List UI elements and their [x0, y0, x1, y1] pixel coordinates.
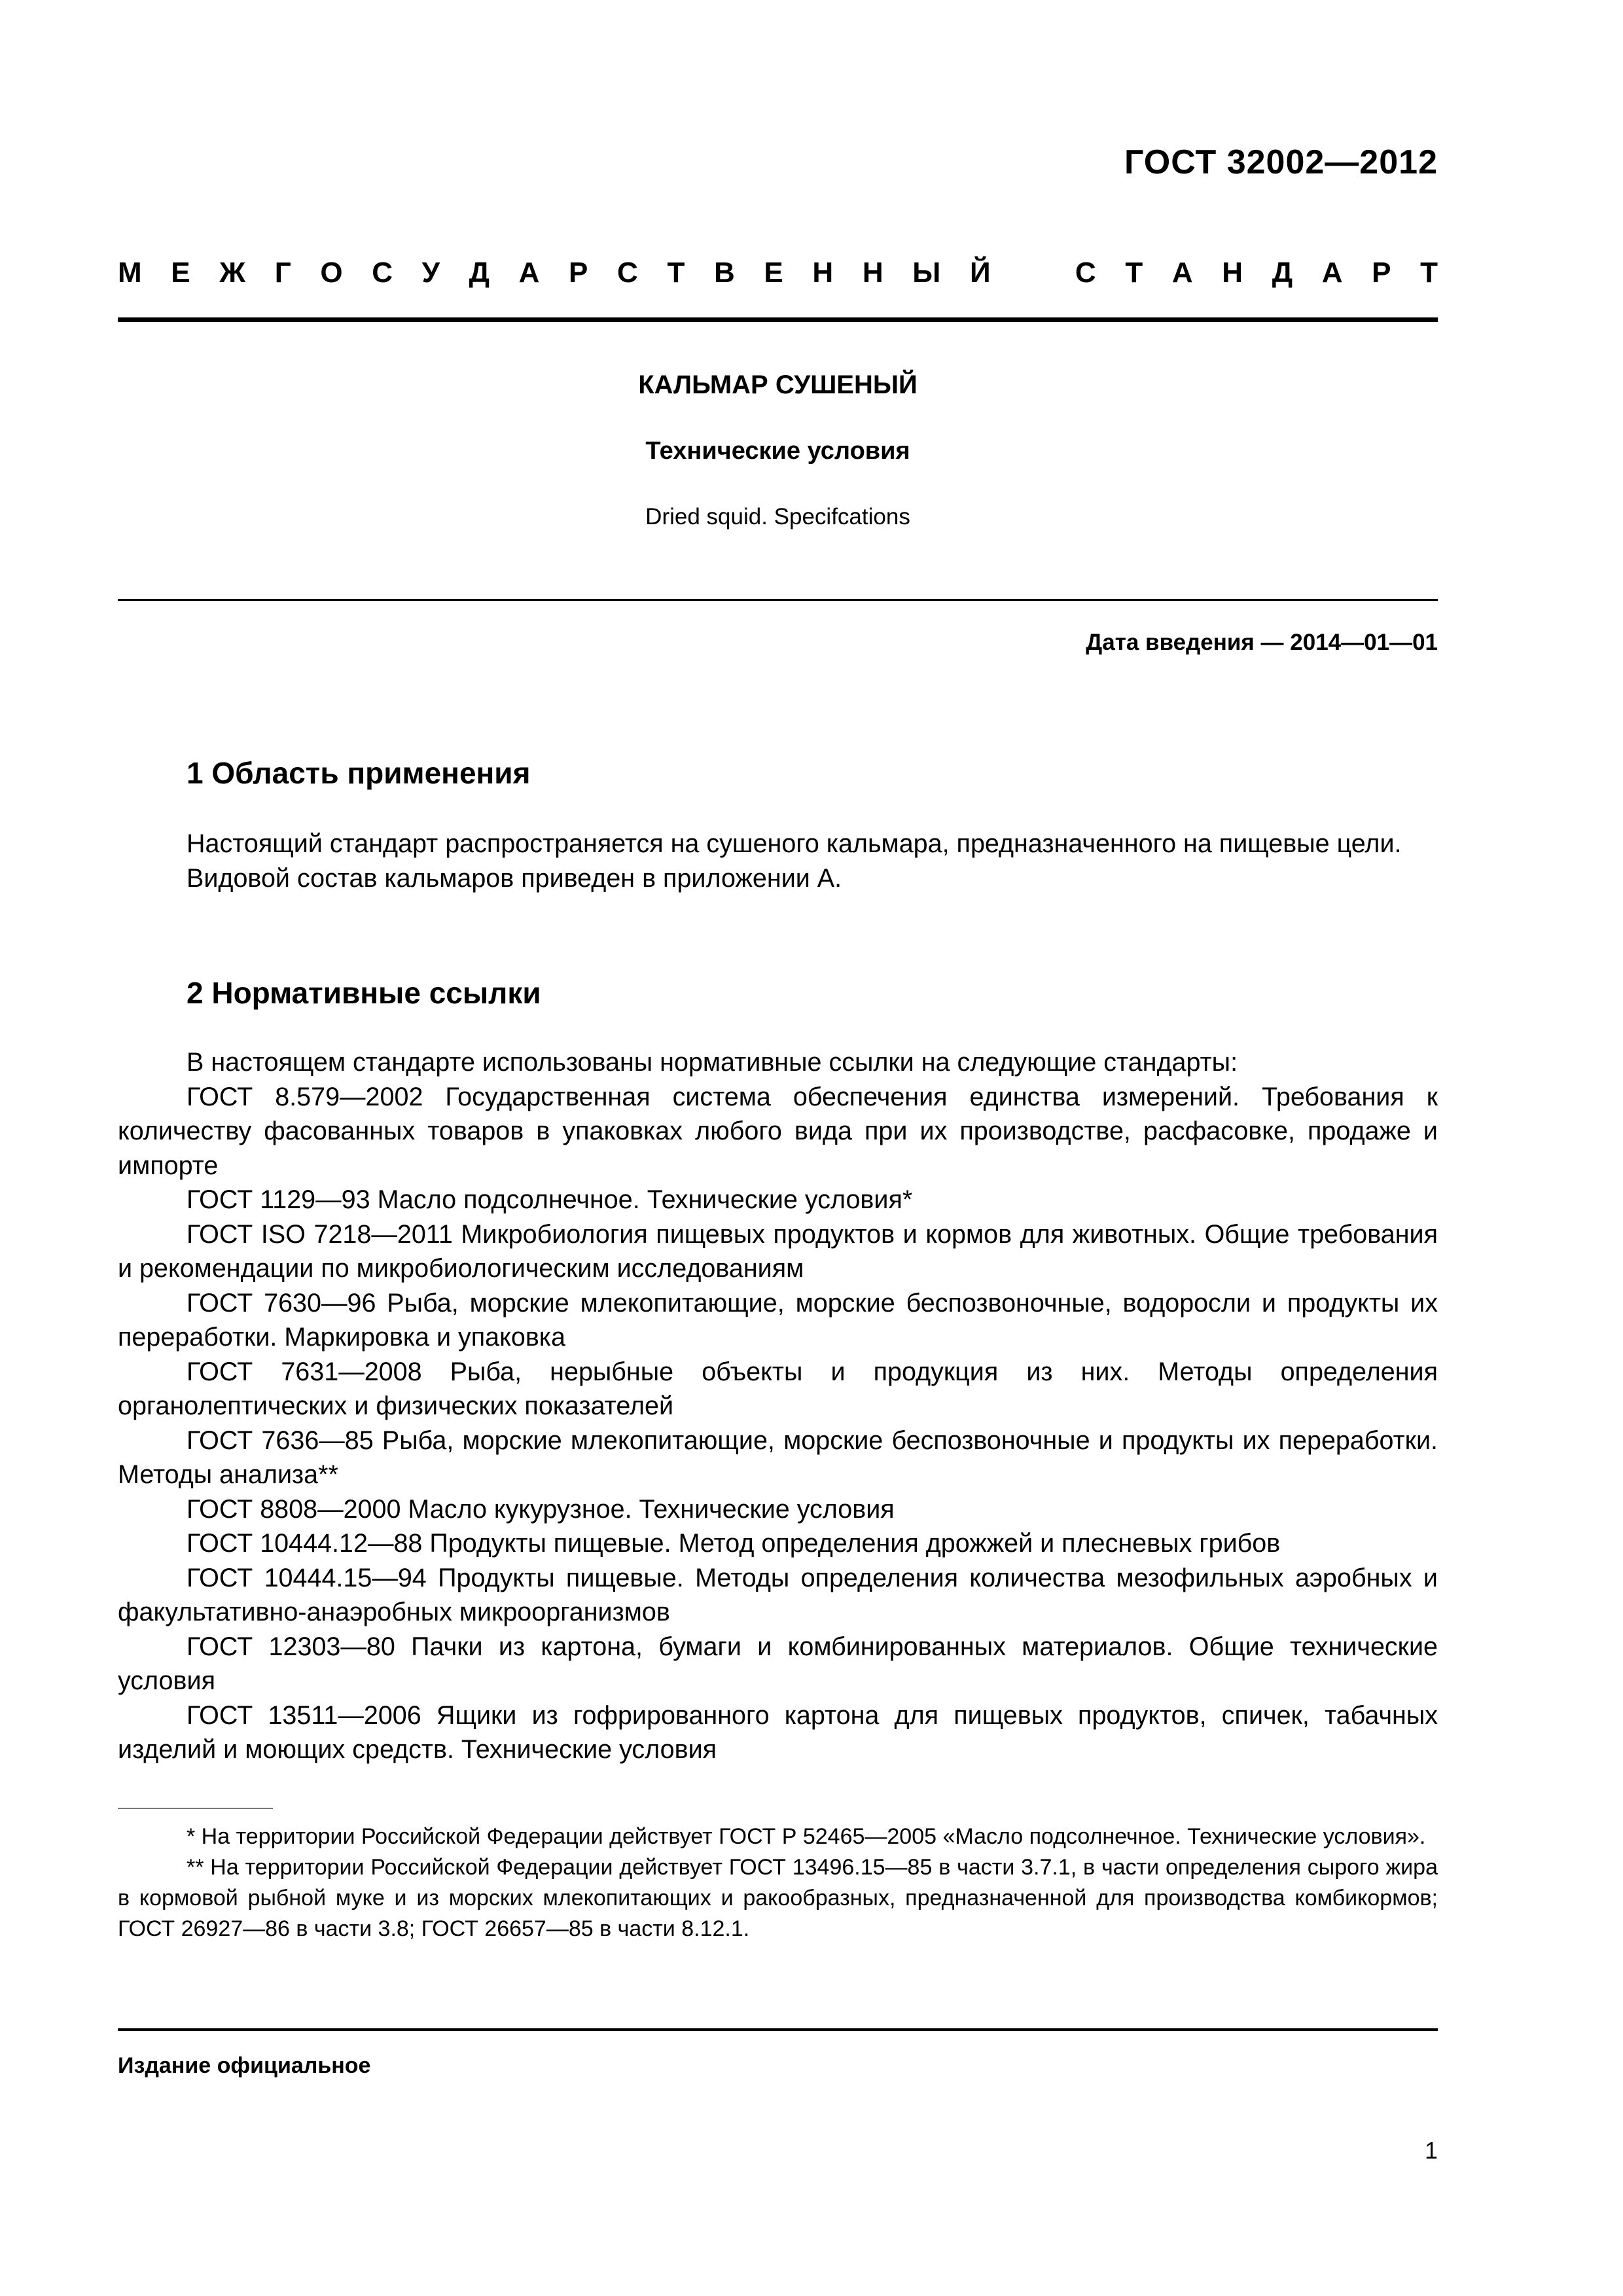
- section-2-body: [118, 1045, 1438, 1767]
- footnote: ** На территории Российской Федерации действует ГОСТ 13496.15—85 в части 3.7.1, в части определения сырого жира в кормовой рыбной муке и из морских млекопитающих и ракообразных, предназначенной для производства комбикормов; ГОСТ 26927—86 в части 3.8; ГОСТ 26657—85 в части 8.12.1.: [118, 1855, 1438, 1941]
- reference-item: ГОСТ 13511—2006 Ящики из гофрированного картона для пищевых продуктов, спичек, табачных изделий и моющих средств. Технические условия: [118, 1700, 1438, 1764]
- section-1-heading: 1 Область применения: [187, 756, 531, 790]
- heading-letter: Г: [274, 257, 291, 289]
- paragraph: Настоящий стандарт распространяется на сушеного кальмара, предназначенного на пищевые цели.: [187, 829, 1402, 858]
- paragraph: Видовой состав кальмаров приведен в приложении А.: [187, 863, 842, 893]
- introduction-date: Дата введения — 2014—01—01: [1086, 630, 1438, 655]
- title-divider: [118, 599, 1438, 601]
- reference-item: ГОСТ 7636—85 Рыба, морские млекопитающие, морские беспозвоночные и продукты их переработки. Методы анализа**: [118, 1426, 1438, 1489]
- reference-item: ГОСТ 7630—96 Рыба, морские млекопитающие, морские беспозвоночные, водоросли и продукты их переработки. Маркировка и упаковка: [118, 1288, 1438, 1352]
- heading-letter: А: [518, 257, 540, 289]
- footnote-divider: [118, 1808, 273, 1809]
- reference-item: ГОСТ 7631—2008 Рыба, нерыбные объекты и продукция из них. Методы определения органолептических и физических показателей: [118, 1357, 1438, 1420]
- heading-letter: Н: [862, 257, 883, 289]
- heading-letter: Ы: [912, 257, 941, 289]
- heading-letter: Й: [969, 257, 991, 289]
- document-title-english: Dried squid. Specifcations: [645, 504, 910, 529]
- heading-letter: С: [372, 257, 393, 289]
- heading-letter: Е: [764, 257, 783, 289]
- header-divider: [118, 317, 1438, 322]
- section-1-body: [118, 827, 1438, 895]
- document-title: КАЛЬМАР СУШЕНЫЙ: [638, 370, 918, 399]
- reference-item: ГОСТ 8.579—2002 Государственная система обеспечения единства измерений. Требования к количеству фасованных товаров в упаковках любого вида при их производстве, расфасовке, продаже и импорте: [118, 1082, 1438, 1180]
- page-number: 1: [1424, 2137, 1438, 2164]
- heading-letter: А: [1321, 257, 1343, 289]
- heading-letter: Ж: [219, 257, 246, 289]
- document-subtitle: Технические условия: [645, 437, 910, 465]
- heading-letter: С: [617, 257, 638, 289]
- reference-item: ГОСТ 10444.15—94 Продукты пищевые. Методы определения количества мезофильных аэробных и факультативно-анаэробных микроорганизмов: [118, 1563, 1438, 1626]
- standard-type-heading: [118, 257, 1438, 289]
- heading-letter: Т: [1125, 257, 1143, 289]
- heading-letter: Н: [812, 257, 834, 289]
- reference-item: ГОСТ 8808—2000 Масло кукурузное. Технические условия: [187, 1494, 895, 1524]
- heading-letter: Е: [171, 257, 190, 289]
- paragraph: В настоящем стандарте использованы нормативные ссылки на следующие стандарты:: [187, 1048, 1238, 1077]
- reference-item: ГОСТ 12303—80 Пачки из картона, бумаги и комбинированных материалов. Общие технические условия: [118, 1632, 1438, 1695]
- gost-code: ГОСТ 32002—2012: [1124, 143, 1438, 181]
- heading-letter: А: [1171, 257, 1193, 289]
- edition-label: Издание официальное: [118, 2053, 371, 2078]
- heading-letter: С: [1075, 257, 1096, 289]
- heading-letter: Р: [1372, 257, 1391, 289]
- reference-item: ГОСТ 10444.12—88 Продукты пищевые. Метод определения дрожжей и плесневых грибов: [187, 1529, 1281, 1558]
- reference-item: ГОСТ 1129—93 Масло подсолнечное. Технические условия*: [187, 1185, 913, 1214]
- heading-letter: У: [421, 257, 440, 289]
- heading-letter: Т: [667, 257, 685, 289]
- heading-letter: М: [118, 257, 142, 289]
- footnotes: [118, 1821, 1438, 1945]
- footer-divider: [118, 2028, 1438, 2031]
- heading-letter: О: [320, 257, 343, 289]
- heading-letter: В: [714, 257, 735, 289]
- heading-letter: Д: [469, 257, 490, 289]
- heading-letter: Д: [1272, 257, 1293, 289]
- heading-letter: Т: [1420, 257, 1438, 289]
- heading-letter: Н: [1222, 257, 1243, 289]
- heading-letter: Р: [569, 257, 588, 289]
- reference-item: ГОСТ ISO 7218—2011 Микробиология пищевых продуктов и кормов для животных. Общие требования и рекомендации по микробиологическим исследованиям: [118, 1219, 1438, 1283]
- footnote: * На территории Российской Федерации действует ГОСТ Р 52465—2005 «Масло подсолнечное. Технические условия».: [187, 1824, 1426, 1849]
- word-gap: [1020, 257, 1046, 289]
- section-2-heading: 2 Нормативные ссылки: [187, 976, 541, 1010]
